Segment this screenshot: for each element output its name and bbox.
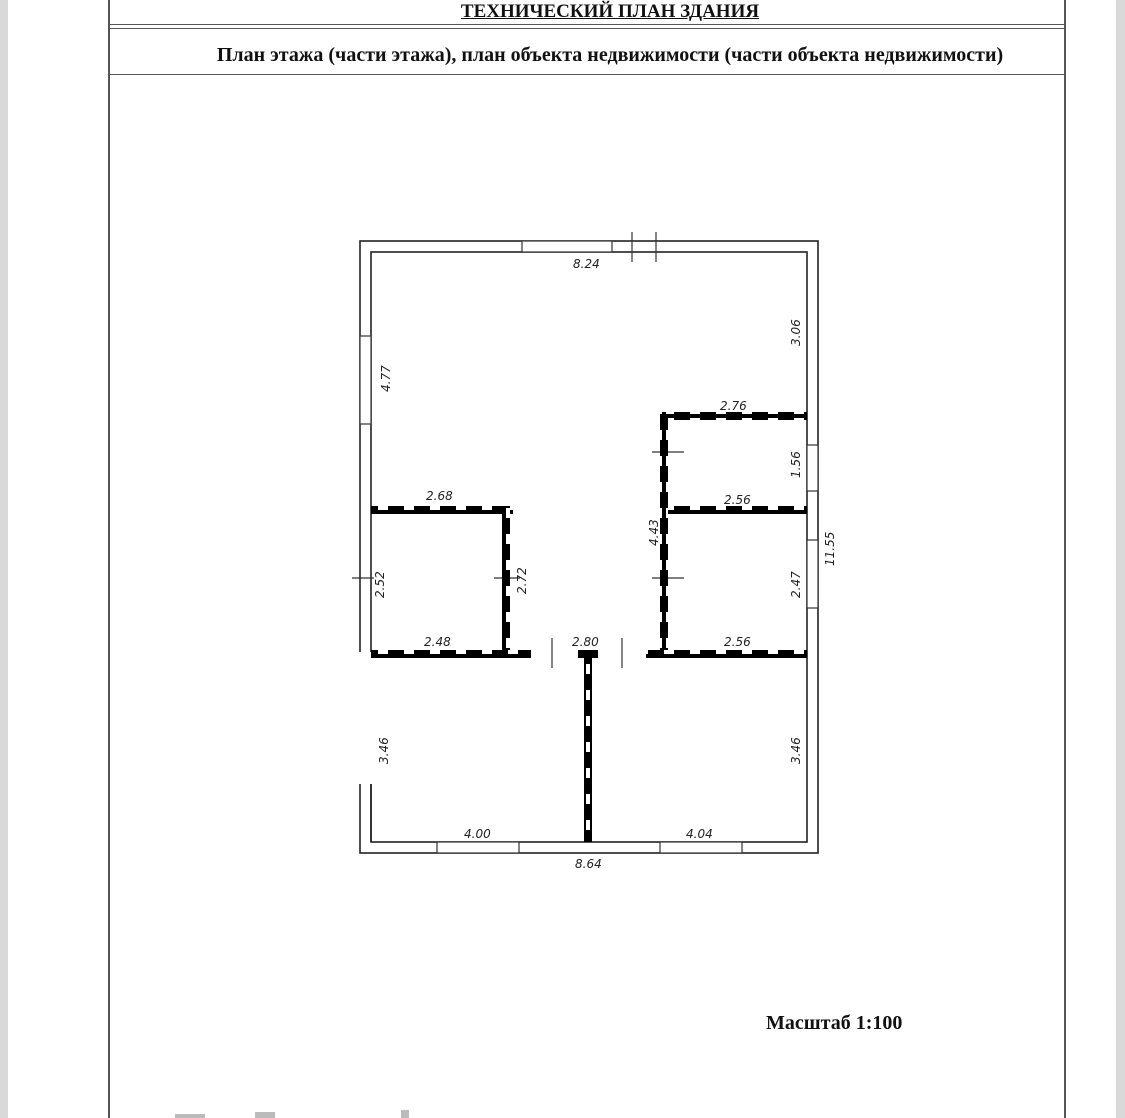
- dim-room-tr-top: 2.76: [720, 399, 747, 413]
- dim-room-mr-bottom: 2.56: [724, 635, 751, 649]
- door-marks: [352, 232, 684, 668]
- dim-right-upper: 3.06: [789, 319, 803, 346]
- dim-left-upper: 4.77: [379, 365, 393, 392]
- dim-room-tr-bottom: 2.56: [724, 493, 751, 507]
- dim-room-bl-left: 3.46: [377, 737, 391, 764]
- dim-room-tr-side: 1.56: [789, 451, 803, 478]
- document-title: ТЕХНИЧЕСКИЙ ПЛАН ЗДАНИЯ: [460, 1, 760, 22]
- cut-off-footer-text: [175, 1106, 435, 1118]
- scale-label: Масштаб 1:100: [766, 1012, 903, 1034]
- dim-bottom-width: 8.64: [575, 857, 602, 871]
- document-subtitle: План этажа (части этажа), план объекта недвижимости (части объекта недвижимости): [216, 44, 1004, 66]
- dim-corridor-wall: 4.43: [647, 519, 661, 546]
- dim-top-width: 8.24: [573, 257, 600, 271]
- dim-room-ml-bottom: 2.48: [424, 635, 451, 649]
- dim-room-ml-left: 2.52: [373, 571, 387, 598]
- dim-right-total: 11.55: [823, 531, 837, 566]
- dim-room-mr-side: 2.47: [789, 571, 803, 598]
- dim-door-gap: 2.80: [572, 635, 599, 649]
- dim-room-ml-top: 2.68: [426, 489, 453, 503]
- dim-room-ml-right: 2.72: [515, 567, 529, 594]
- dim-room-bl-bottom: 4.00: [464, 827, 491, 841]
- dim-room-br-bottom: 4.04: [686, 827, 713, 841]
- interior-walls: [371, 412, 807, 842]
- dim-room-br-right: 3.46: [789, 737, 803, 764]
- left-wall-gap: [359, 652, 373, 784]
